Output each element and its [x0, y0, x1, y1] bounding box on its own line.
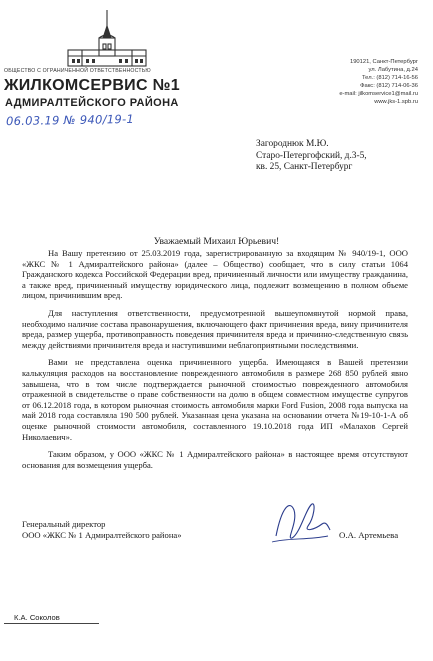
signer-name: О.А. Артемьева — [339, 530, 399, 540]
contact-phone: Тел.: (812) 714-16-56 — [361, 74, 418, 81]
body-paragraph: Для наступления ответственности, предусмотренной вышеупомянутой нормой права, необходимо наличие состава правонарушения, включающего факт причинения вреда, вину причинителя вреда, размер ущерба, противоправность поведения причинителя вреда и причинно-следственную связь между действиями причинителя вреда и наступившими неблагоприятными последствиями. — [22, 307, 408, 350]
signer-title — [22, 519, 182, 540]
signer-organization: ООО «ЖКС № 1 Адмиралтейского района» — [22, 529, 182, 540]
letter-body — [22, 248, 408, 477]
recipient-name: Загороднюк М.Ю. — [256, 139, 329, 149]
registration-stamp: 06.03.19 № 940/19-1 — [5, 111, 135, 129]
signer-position: Генеральный директор — [22, 519, 106, 529]
contact-address: 190121, Санкт-Петербург — [349, 59, 418, 65]
contact-website[interactable]: www.jks-1.spb.ru — [374, 98, 418, 105]
contact-email[interactable]: e-mail: jilkomservice1@mail.ru — [339, 90, 418, 97]
executor-underline — [4, 623, 99, 624]
contact-fax: Факс: (812) 714-06-36 — [360, 82, 418, 89]
recipient-address-line: Старо-Петергофский, д.3-5, — [256, 150, 367, 161]
body-paragraph: Вами не представлена оценка причиненного ущерба. Имеющаяся в Вашей претензии калькуляция расходов на восстановление поврежденного автомобиля в размере 268 850 рублей явно завышена, что в том числе подтверждается рыночной стоимостью поврежденного автомобиля отраженной в свидетельстве о праве собственности на долю в общем совместном имуществе супругов от 06.12.2018 года, в котором рыночная стоимость автомобиля марки Ford Fusion, 2008 года выпуска на май 2018 года составляла 190 500 рублей. Указанная цена указана на основании отчета №19-10-1-А об оценке рыночной стоимости автомобиля, составленного 19.10.2018 года ИП «Малахов Сергей Николаевич». — [22, 357, 408, 442]
recipient-block — [256, 139, 367, 174]
recipient-address-line: кв. 25, Санкт-Петербург — [256, 162, 353, 173]
building-spire-logo-icon — [62, 8, 152, 70]
body-paragraph: На Вашу претензию от 25.03.2019 года, зарегистрированную за входящим № 940/19-1, ООО «ЖКС № 1 Адмиралтейского района» (далее – Общество) сообщает, что в силу статьи 1064 Гражданского кодекса Российской Федерации вред, причиненный личности или имуществу гражданина, а также вред, причиненный имуществу юридического лица, подлежит возмещению в полном объеме лицом, причинившим вред. — [22, 248, 408, 301]
org-district: АДМИРАЛТЕЙСКОГО РАЙОНА — [5, 97, 179, 109]
org-name: ЖИЛКОМСЕРВИС №1 — [4, 77, 180, 94]
contact-street: ул. Лабутина, д.24 — [368, 66, 418, 73]
body-paragraph: Таким образом, у ООО «ЖКС № 1 Адмиралтейского района» в настоящее время отсутствуют основания для возмещения ущерба. — [22, 449, 408, 470]
handwritten-signature-icon — [268, 496, 334, 548]
greeting: Уважаемый Михаил Юрьевич! — [153, 236, 280, 247]
executor-name: К.А. Соколов — [14, 613, 60, 622]
contact-block — [232, 59, 418, 106]
org-type: ОБЩЕСТВО С ОГРАНИЧЕННОЙ ОТВЕТСТВЕННОСТЬЮ — [4, 68, 151, 74]
